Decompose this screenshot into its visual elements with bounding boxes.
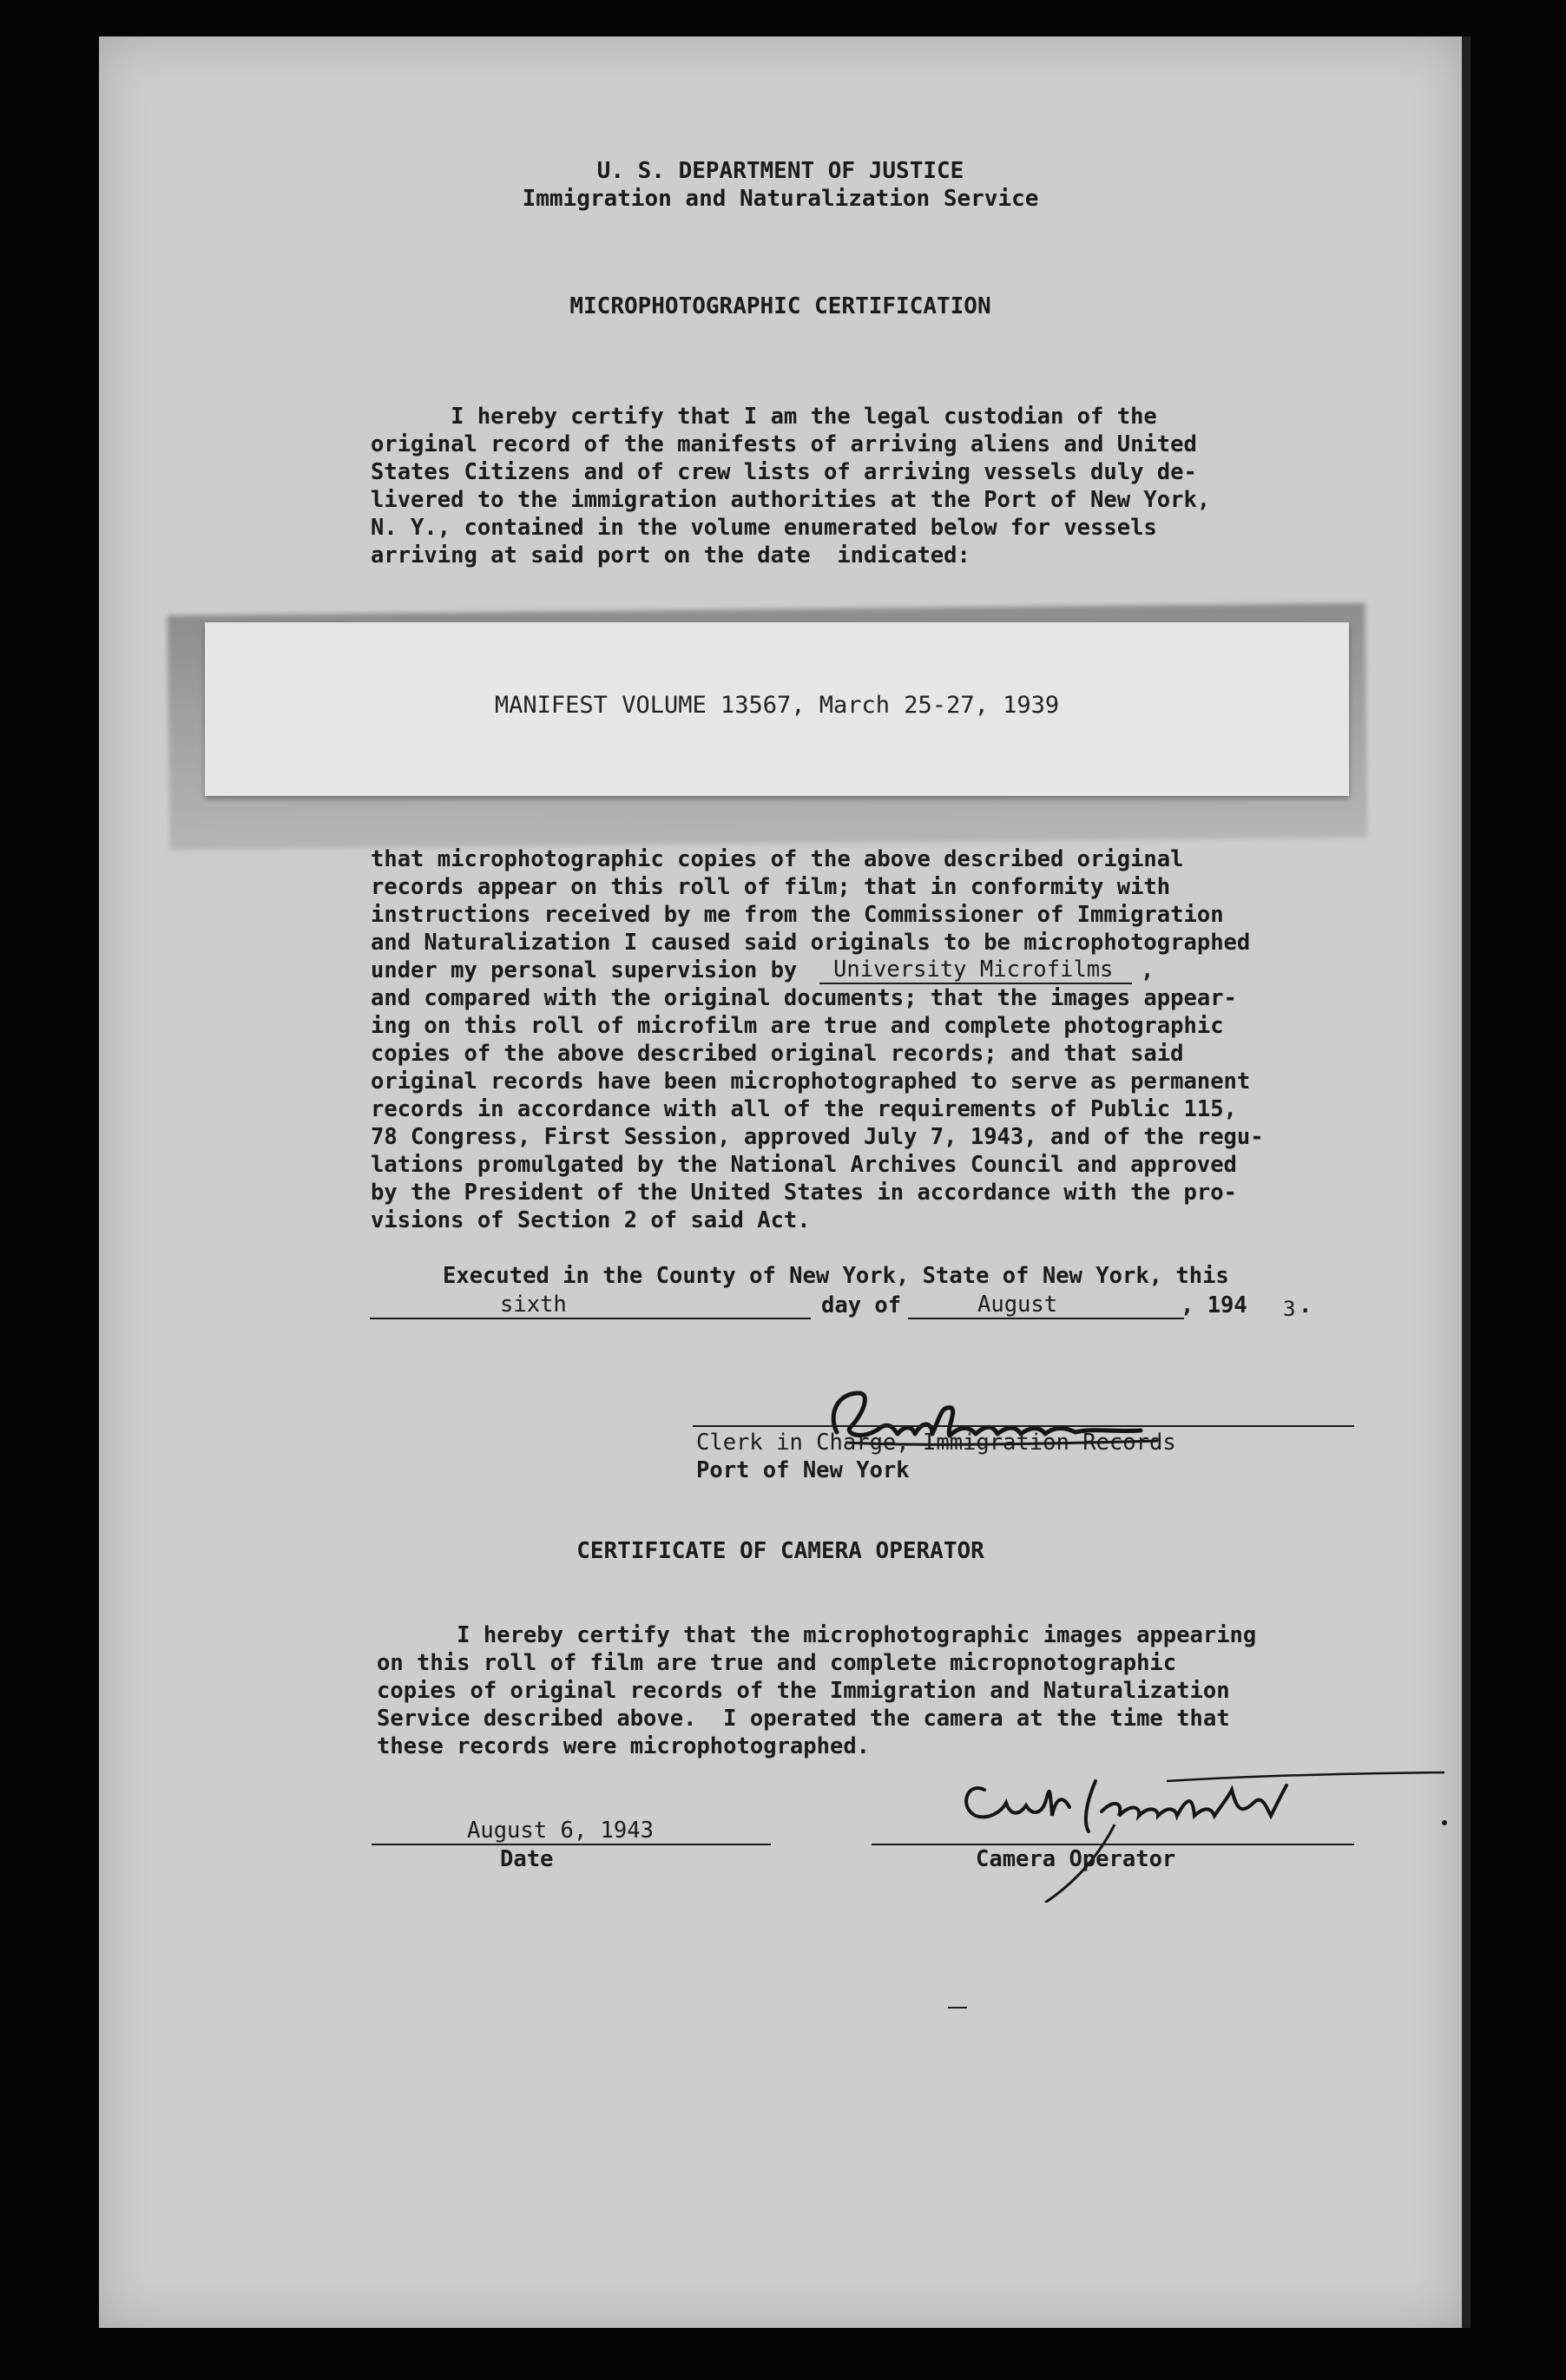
camera-line: I hereby certify that the microphotographic images appearing: [377, 1622, 1257, 1648]
camera-operator-label: Camera Operator: [976, 1846, 1176, 1872]
camera-line: on this roll of film are true and complete micropnotographic: [377, 1650, 1177, 1676]
intro-line: N. Y., contained in the volume enumerated below for vessels: [371, 515, 1157, 541]
manifest-volume-strip: [205, 622, 1349, 796]
clerk-signature-line: [693, 1425, 1354, 1427]
body-line: 78 Congress, First Session, approved July 7, 1943, and of the regu-: [371, 1124, 1264, 1150]
year-digit: 3: [1283, 1297, 1296, 1321]
clerk-port: Port of New York: [696, 1457, 910, 1483]
body-line: ing on this roll of microfilm are true and complete photographic: [371, 1013, 1224, 1039]
body-line: lations promulgated by the National Archives Council and approved: [371, 1152, 1237, 1178]
body-line: original records have been microphotographed to serve as permanent: [371, 1068, 1251, 1095]
body-line: under my personal supervision by: [371, 957, 798, 983]
body-line: that microphotographic copies of the above described original: [371, 846, 1184, 872]
body-line: and Naturalization I caused said originals to be microphotographed: [371, 930, 1251, 956]
camera-line: copies of original records of the Immigration and Naturalization: [377, 1678, 1230, 1704]
clerk-title: Clerk in Charge, Immigration Records: [696, 1430, 1176, 1456]
supervisor-name: University Microfilms: [833, 957, 1114, 983]
day-value: sixth: [500, 1292, 567, 1318]
date-underline: [372, 1844, 771, 1845]
stray-mark: [948, 2007, 967, 2009]
operator-date-value: August 6, 1943: [467, 1818, 654, 1844]
month-underline: [908, 1318, 1184, 1319]
page-edge: [1462, 36, 1471, 2328]
camera-line: these records were microphotographed.: [377, 1733, 871, 1759]
body-line: records in accordance with all of the requirements of Public 115,: [371, 1096, 1237, 1122]
body-line: and compared with the original documents; that the images appear-: [371, 985, 1237, 1011]
body-line: visions of Section 2 of said Act.: [371, 1207, 811, 1233]
document-page: U. S. DEPARTMENT OF JUSTICE Immigration and Naturalization Service MICROPHOTOGRAPHIC CERTIFICATION I hereby certify that I am the legal custodian of the original record of the manifests of arriving aliens and United States Citizens and of crew lists of arriving vessels duly de- livered to the immigration authorities at the Port of New York, N. Y., contained in the volume enumerated below for vessels arriving at said port on the date indicated: MANIFEST VOLUME 13567, March 25-27, 1939 that microphotographic copies of the above described original records appear on this roll of film; that in conformity with instructions received by me from the Commissioner of Immigration and Naturalization I caused said originals to be microphotographed under my personal supervision by University Microfilms , and compared with the original documents; that the images appear- ing on this roll of microfilm are true and complete photographic copies of the above described original records; and that said original records have been microphotographed to serve as permanent records in accordance with all of the requirements of Public 115, 78 Congress, First Session, approved July 7, 1943, and of the regu- lations promulgated by the National Archives Council and approved by the President of the United States in accordance with the pro- visions of Section 2 of said Act. Executed in the County of New York, State of New York, this sixth day of August , 194 3 . Clerk in Charge, Immigration Records Port of New York CERTIFICATE OF CAMERA OPERATOR I hereby certify that the microphotographic images appearing on this roll of film are true and complete micropnotographic copies of original records of the Immigration and Naturalization Service described above. I operated the camera at the time that these records were microphotographed. August 6, 1943 Date Camera Operator: [99, 36, 1462, 2328]
camera-line: Service described above. I operated the camera at the time that: [377, 1706, 1230, 1732]
body-line: instructions received by me from the Commissioner of Immigration: [371, 902, 1224, 928]
intro-line: arriving at said port on the date indicated:: [371, 542, 971, 569]
intro-line: I hereby certify that I am the legal custodian of the: [371, 404, 1157, 430]
camera-certificate-title: CERTIFICATE OF CAMERA OPERATOR: [576, 1538, 984, 1564]
camera-operator-signature: [872, 1729, 1462, 1903]
executed-text: Executed in the County of New York, State of New York, this: [443, 1263, 1229, 1289]
intro-line: original record of the manifests of arriving aliens and United: [371, 431, 1197, 457]
intro-line: livered to the immigration authorities at the Port of New York,: [371, 487, 1211, 513]
date-label: Date: [500, 1846, 554, 1872]
day-underline: [370, 1318, 811, 1319]
department-heading: U. S. DEPARTMENT OF JUSTICE: [596, 158, 964, 184]
body-line: records appear on this roll of film; that in conformity with: [371, 874, 1171, 900]
body-line: copies of the above described original records; and that said: [371, 1041, 1184, 1067]
body-line: by the President of the United States in accordance with the pro-: [371, 1180, 1237, 1206]
year-prefix: , 194: [1181, 1292, 1247, 1318]
manifest-volume-label: MANIFEST VOLUME 13567, March 25-27, 1939: [494, 692, 1060, 719]
intro-line: States Citizens and of crew lists of arriving vessels duly de-: [371, 459, 1197, 485]
service-heading: Immigration and Naturalization Service: [522, 186, 1039, 212]
day-of-label: day of: [821, 1292, 902, 1318]
certification-title: MICROPHOTOGRAPHIC CERTIFICATION: [569, 293, 991, 319]
month-value: August: [977, 1292, 1058, 1318]
